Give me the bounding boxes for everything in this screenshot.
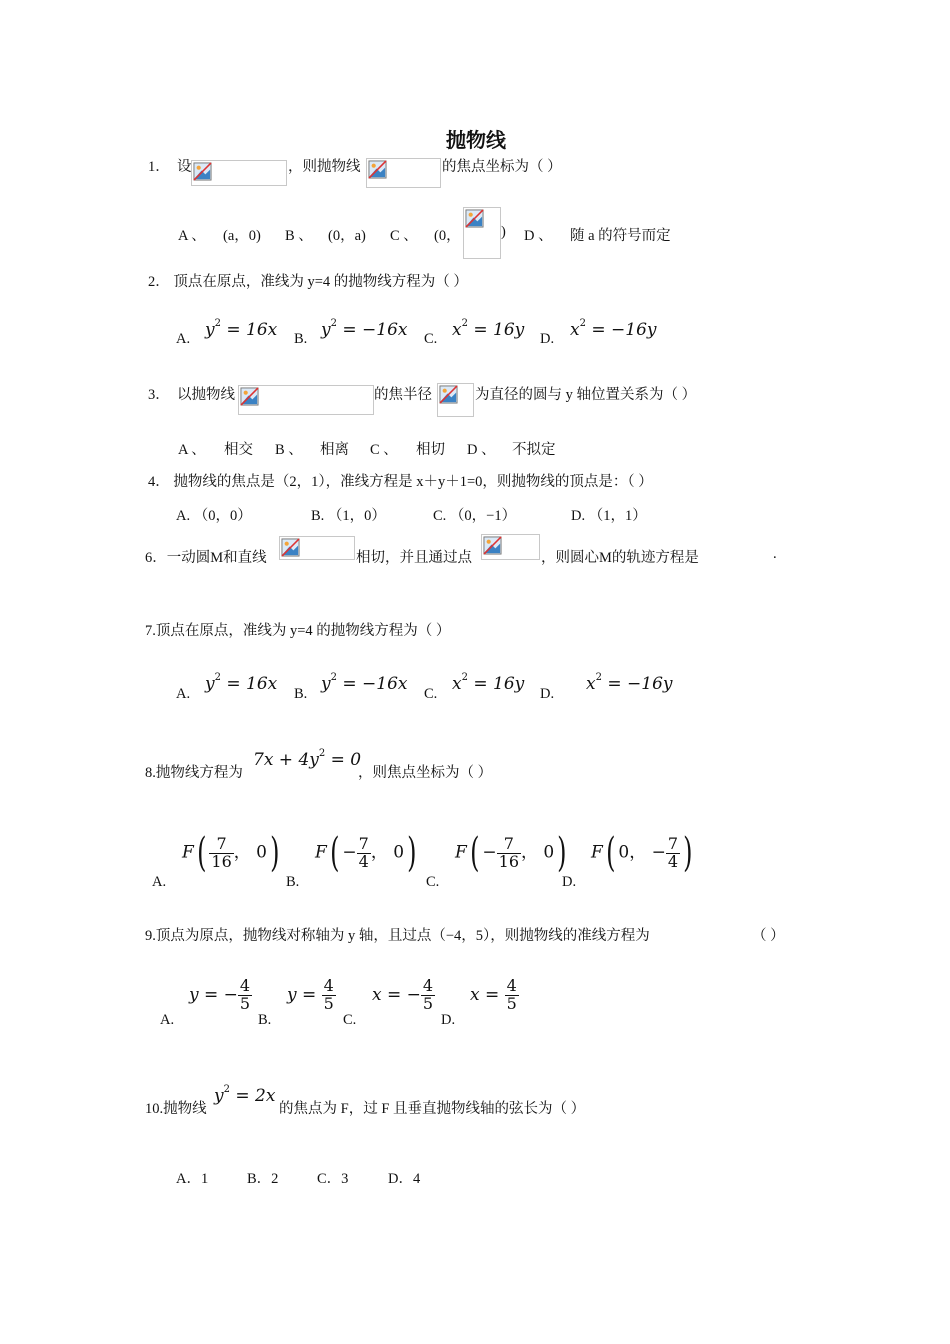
q8-option-b-formula: F( − $\frac{7}{4}$ ， 0) — [315, 830, 417, 876]
q2-option-a-label: A. — [176, 331, 191, 347]
q2-option-d-label: D. — [540, 331, 555, 347]
q9-option-a-formula: y = − $\frac{4}{5}$ — [189, 976, 251, 1013]
broken-image-icon — [483, 536, 502, 555]
q7-option-a-formula: $y^2 = 16x$ — [205, 672, 278, 694]
q2-option-a-formula: $y^2 = 16x$ — [205, 318, 278, 340]
q1-text-pre: 设 — [177, 159, 192, 175]
q1-option-a-label: A 、 — [178, 228, 206, 244]
q7-option-b-label: B. — [294, 686, 308, 702]
q2-option-c-label: C. — [424, 331, 438, 347]
q3-option-c-label: C 、 — [370, 442, 398, 458]
broken-image-icon — [281, 538, 300, 557]
q3-number: 3． — [148, 387, 170, 403]
q7-question: 7.顶点在原点，准线为 y=4 的抛物线方程为（ ） — [145, 623, 451, 639]
q9-option-b-formula: y = $\frac{4}{5}$ — [287, 976, 334, 1013]
q10-option-d: D．4 — [388, 1171, 421, 1187]
q9-question: 9.顶点为原点，抛物线对称轴为 y 轴，且过点（−4，5），则抛物线的准线方程为 — [145, 928, 650, 944]
q2-question: 2． 顶点在原点，准线为 y=4 的抛物线方程为（ ） — [148, 274, 468, 290]
q8-option-d-label: D. — [562, 874, 577, 890]
q4-option-d: D. （1，1） — [571, 508, 647, 524]
q3-text-pre: 以抛物线 — [177, 387, 235, 403]
q7-option-c-formula: $x^2 = 16y$ — [452, 672, 525, 694]
q9-answer-paren: （ ） — [752, 928, 785, 944]
q1-option-a: (a，0) — [223, 228, 261, 244]
q8-text-post: ，则焦点坐标为（ ） — [358, 765, 493, 781]
q7-option-b-formula: $y^2 = -16x$ — [321, 672, 408, 694]
q4-option-b: B. （1，0） — [311, 508, 386, 524]
q8-option-b-label: B. — [286, 874, 300, 890]
q9-option-b-label: B. — [258, 1012, 272, 1028]
broken-image-icon — [193, 162, 212, 181]
q3-option-a: 相交 — [224, 442, 253, 458]
q3-option-b: 相离 — [320, 442, 349, 458]
q2-option-b-formula: $y^2 = -16x$ — [321, 318, 408, 340]
q3-option-c: 相切 — [416, 442, 445, 458]
q1-option-b-label: B 、 — [285, 228, 313, 244]
q3-option-a-label: A 、 — [178, 442, 206, 458]
q1-option-c-label: C 、 — [390, 228, 418, 244]
q6-text-post: ，则圆心M的轨迹方程是 — [541, 550, 699, 566]
page-title: 抛物线 — [446, 128, 506, 152]
q1-option-d: 随 a 的符号而定 — [570, 228, 671, 244]
q1-option-d-label: D 、 — [524, 228, 553, 244]
q8-text-pre: 8.抛物线方程为 — [145, 765, 243, 781]
q8-option-c-formula: F( − $\frac{7}{16}$ ， 0) — [455, 830, 567, 876]
q4-question: 4． 抛物线的焦点是（2，1），准线方程是 x＋y＋1=0，则抛物线的顶点是：（ ） — [148, 474, 653, 490]
q1-text-mid: ，则抛物线 — [288, 159, 361, 175]
q1-option-c-image — [463, 207, 501, 259]
q10-text-pre: 10.抛物线 — [145, 1101, 207, 1117]
q2-option-c-formula: $x^2 = 16y$ — [452, 318, 525, 340]
q9-option-c-label: C. — [343, 1012, 357, 1028]
q3-formula-image — [238, 385, 374, 415]
q7-option-d-label: D. — [540, 686, 555, 702]
q8-option-d-formula: F( 0， − $\frac{7}{4}$ ) — [591, 830, 693, 876]
q3-option-d: 不拟定 — [512, 442, 556, 458]
q6-point-image — [481, 534, 540, 560]
q9-option-d-label: D. — [441, 1012, 456, 1028]
q1-text-post: 的焦点坐标为（ ） — [442, 159, 562, 175]
q8-option-a-label: A. — [152, 874, 167, 890]
q8-option-c-label: C. — [426, 874, 440, 890]
q9-option-a-label: A. — [160, 1012, 175, 1028]
q4-option-a: A. （0，0） — [176, 508, 252, 524]
q10-option-a: A．1 — [176, 1171, 209, 1187]
q2-option-d-formula: $x^2 = -16y$ — [570, 318, 657, 340]
q9-option-d-formula: x = $\frac{4}{5}$ — [470, 976, 517, 1013]
q6-text-pre: 6．一动圆M和直线 — [145, 550, 267, 566]
q1-formula-image — [191, 160, 287, 186]
q2-option-b-label: B. — [294, 331, 308, 347]
q7-option-c-label: C. — [424, 686, 438, 702]
q1-option-c-post: ) — [501, 224, 506, 240]
q3-text-post: 为直径的圆与 y 轴位置关系为（ ） — [475, 387, 697, 403]
q6-line-image — [279, 536, 355, 560]
q1-parabola-image — [366, 158, 441, 188]
broken-image-icon — [439, 385, 458, 404]
q3-option-d-label: D 、 — [467, 442, 496, 458]
broken-image-icon — [465, 209, 484, 228]
q9-option-c-formula: x = − $\frac{4}{5}$ — [372, 976, 434, 1013]
q10-option-b: B．2 — [247, 1171, 279, 1187]
q7-option-a-label: A. — [176, 686, 191, 702]
q3-option-b-label: B 、 — [275, 442, 303, 458]
q4-option-c: C. （0，−1） — [433, 508, 517, 524]
q7-option-d-formula: $x^2 = -16y$ — [586, 672, 673, 694]
q1-number: 1． — [148, 159, 170, 175]
q1-option-c-pre: (0， — [434, 228, 461, 244]
q3-focal-radius-image — [437, 383, 474, 417]
broken-image-icon — [368, 160, 387, 179]
q10-equation: $y^2 = 2x$ — [214, 1084, 276, 1106]
q6-period: . — [773, 546, 777, 562]
q8-option-a-formula: F( $\frac{7}{16}$ ， 0) — [182, 830, 280, 876]
q8-equation: $7x + 4y^2 = 0$ — [253, 748, 362, 770]
q6-text-mid: 相切，并且通过点 — [356, 550, 472, 566]
broken-image-icon — [240, 387, 259, 406]
q3-text-mid: 的焦半径 — [374, 387, 432, 403]
q10-text-post: 的焦点为 F，过 F 且垂直抛物线轴的弦长为（ ） — [279, 1101, 586, 1117]
q1-option-b: (0，a) — [328, 228, 366, 244]
q10-option-c: C．3 — [317, 1171, 349, 1187]
